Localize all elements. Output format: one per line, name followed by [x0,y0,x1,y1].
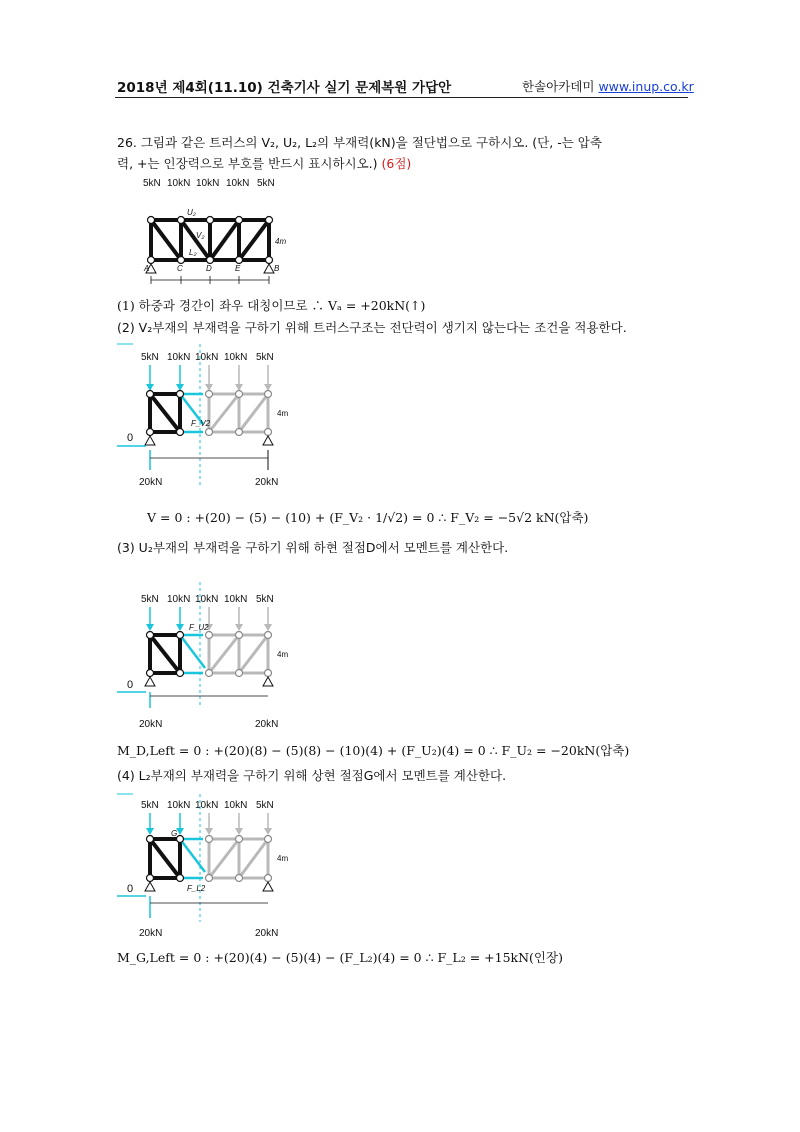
truss-members [151,220,269,260]
height-label: 4m [277,650,289,659]
load-label: 10kN [224,800,248,811]
node-label-a: A [144,264,150,273]
reaction-left: 20kN [139,477,163,488]
equation-v2: V = 0 : +(20) − (5) − (10) + (F_V₂ · 1/√2) = 0 ∴ F_V₂ = −5√2 kN(압축) [147,510,589,525]
load-label: 10kN [224,594,248,605]
publisher-name: 한솔아카데미 [522,79,595,94]
equation-l2: M_G,Left = 0 : +(20)(4) − (5)(4) − (F_L₂)(4) = 0 ∴ F_L₂ = +15kN(인장) [117,950,563,965]
reaction-right: 20kN [255,477,279,488]
step-2: (2) V₂부재의 부재력을 구하기 위해 트러스구조는 전단력이 생기지 않는다는 조건을 적용한다. [117,320,627,335]
load-label: 5kN [141,594,159,605]
load-label: 10kN [167,352,191,363]
load-label: 10kN [226,178,250,189]
node-label-c: C [177,264,183,273]
horizontal-reaction: 0 [127,883,134,895]
load-label: 5kN [143,178,161,189]
reaction-left: 20kN [139,928,163,939]
force-label-fu2: F_U2 [189,623,209,632]
member-label-l2: L₂ [189,248,197,257]
load-label: 5kN [257,178,275,189]
load-label: 10kN [167,594,191,605]
publisher-link[interactable]: www.inup.co.kr [598,79,694,94]
truss-figure-1 [133,175,293,293]
node-label-d: D [206,264,212,273]
roller-support-icon [264,264,274,273]
force-label-fv2: F_V2 [191,419,211,428]
problem-line-1: 26. 그림과 같은 트러스의 V₂, U₂, L₂의 부재력(kN)을 절단법으로 구하시오. (단, -는 압축 [117,135,602,150]
section-figure-l2 [113,790,303,940]
header-divider [115,97,688,98]
publisher [522,77,694,95]
load-label: 10kN [167,178,191,189]
force-label-fl2: F_L2 [187,884,206,893]
problem-line-2-text: 력, +는 인장력으로 부호를 반드시 표시하시오.) [117,156,378,171]
reaction-left: 20kN [139,719,163,730]
points-label: (6점) [381,156,412,171]
load-label: 5kN [256,352,274,363]
height-label: 4m [277,409,289,418]
height-label: 4m [275,237,287,246]
load-label: 5kN [141,352,159,363]
section-figure-v2 [113,338,303,496]
load-label: 10kN [196,178,220,189]
load-label: 10kN [167,800,191,811]
load-label: 5kN [141,800,159,811]
problem-line-2 [117,154,411,172]
node-label-g: G [171,829,178,838]
node-label-b: B [274,264,280,273]
horizontal-reaction: 0 [127,432,134,444]
reaction-right: 20kN [255,928,279,939]
load-label: 10kN [195,352,219,363]
reaction-right: 20kN [255,719,279,730]
height-label: 4m [277,854,289,863]
member-label-u2: U₂ [187,208,196,217]
load-label: 5kN [256,800,274,811]
step-1: (1) 하중과 경간이 좌우 대칭이므로 ∴ Vₐ = +20kN(↑) [117,298,426,313]
load-label: 10kN [195,594,219,605]
horizontal-reaction: 0 [127,679,134,691]
section-figure-u2 [113,580,303,732]
load-label: 5kN [256,594,274,605]
document-title: 2018년 제4회(11.10) 건축기사 실기 문제복원 가답안 [117,80,452,96]
step-3: (3) U₂부재의 부재력을 구하기 위해 하현 절점D에서 모멘트를 계산한다. [117,540,509,555]
equation-u2: M_D,Left = 0 : +(20)(8) − (5)(8) − (10)(4) + (F_U₂)(4) = 0 ∴ F_U₂ = −20kN(압축) [117,743,630,758]
member-label-v2: V₂ [196,231,205,240]
load-label: 10kN [195,800,219,811]
load-label: 10kN [224,352,248,363]
node-label-e: E [235,264,241,273]
step-4: (4) L₂부재의 부재력을 구하기 위해 상현 절점G에서 모멘트를 계산한다. [117,768,507,783]
